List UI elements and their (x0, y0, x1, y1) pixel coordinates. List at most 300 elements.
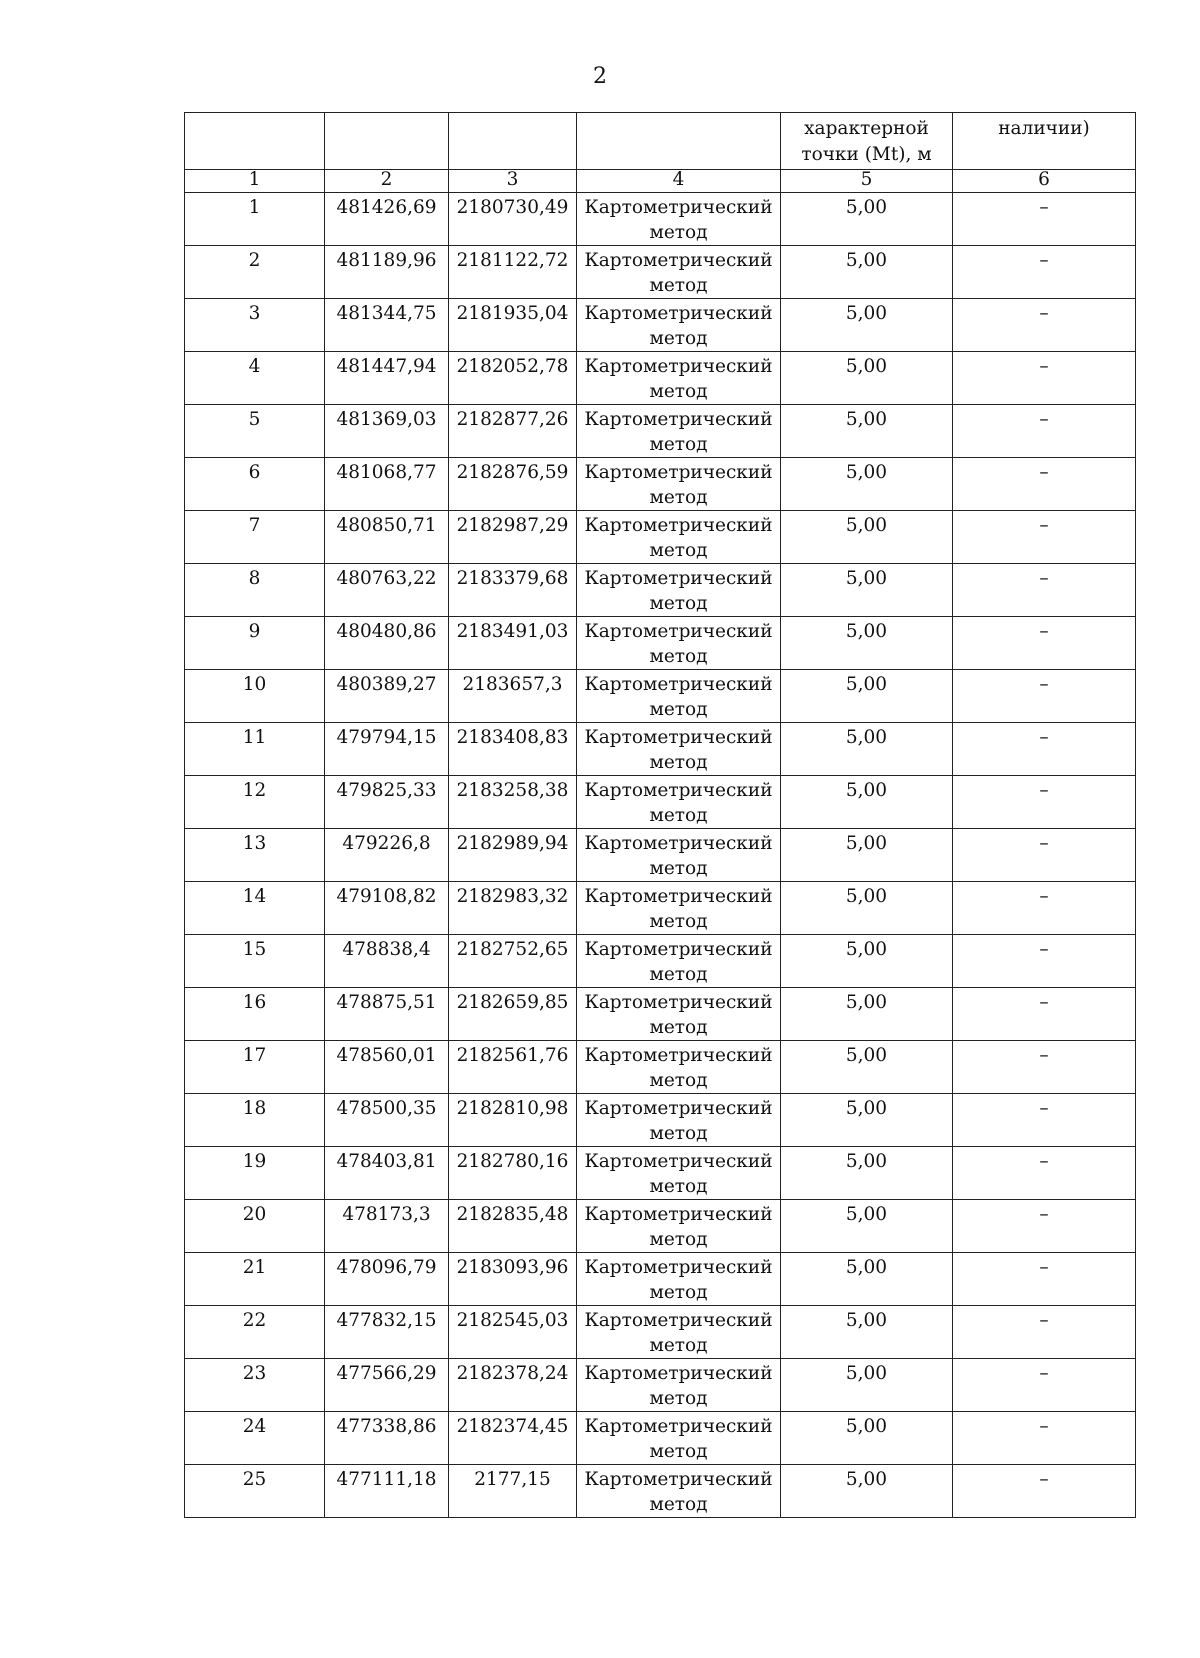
column-number-cell: 6 (953, 170, 1136, 193)
method-cell (577, 299, 781, 352)
cell-text: Картометрический метод (584, 886, 773, 932)
y-coordinate-cell (449, 617, 577, 670)
description-cell (953, 670, 1136, 723)
x-coordinate-cell (325, 776, 449, 829)
cell-text: – (1039, 303, 1049, 324)
cell-text: Картометрический метод (584, 1098, 773, 1144)
accuracy-cell (781, 935, 953, 988)
table-row (185, 1094, 1136, 1147)
x-coordinate-cell (325, 405, 449, 458)
cell-text: – (1039, 250, 1049, 271)
description-cell (953, 299, 1136, 352)
method-cell (577, 723, 781, 776)
cell-text: 2182752,65 (456, 939, 569, 960)
point-number-cell (185, 723, 325, 776)
cell-text: 5,00 (845, 1098, 888, 1119)
description-cell (953, 617, 1136, 670)
point-number-cell (185, 352, 325, 405)
cell-text: Картометрический метод (584, 727, 773, 773)
description-cell (953, 511, 1136, 564)
cell-text: Картометрический метод (584, 1045, 773, 1091)
cell-text: 478875,51 (336, 992, 437, 1013)
accuracy-cell (781, 670, 953, 723)
y-coordinate-cell (449, 1147, 577, 1200)
cell-text: Картометрический метод (584, 1204, 773, 1250)
x-coordinate-cell (325, 299, 449, 352)
accuracy-cell (781, 564, 953, 617)
cell-text: Картометрический метод (584, 992, 773, 1038)
cell-text: 2182780,16 (456, 1151, 569, 1172)
cell-text: 2182810,98 (456, 1098, 569, 1119)
cell-text: Картометрический метод (584, 939, 773, 985)
cell-text: 481426,69 (336, 197, 437, 218)
accuracy-cell (781, 1041, 953, 1094)
description-cell (953, 1041, 1136, 1094)
accuracy-cell (781, 776, 953, 829)
y-coordinate-cell (449, 405, 577, 458)
cell-text: 21 (242, 1257, 267, 1278)
cell-text: 481447,94 (336, 356, 437, 377)
x-coordinate-cell (325, 1359, 449, 1412)
table-row (185, 458, 1136, 511)
cell-text: 25 (242, 1469, 267, 1490)
x-coordinate-cell (325, 458, 449, 511)
y-coordinate-cell (449, 829, 577, 882)
description-cell (953, 882, 1136, 935)
point-number-cell (185, 1041, 325, 1094)
point-number-cell (185, 1200, 325, 1253)
table-row (185, 405, 1136, 458)
y-coordinate-cell (449, 564, 577, 617)
cell-text: 5,00 (845, 939, 888, 960)
cell-text: 19 (242, 1151, 267, 1172)
cell-text: 5,00 (845, 1045, 888, 1066)
cell-text: 4 (248, 356, 261, 377)
method-cell (577, 1147, 781, 1200)
y-coordinate-cell (449, 193, 577, 246)
cell-text: 481344,75 (336, 303, 437, 324)
cell-text: 2182877,26 (456, 409, 569, 430)
x-coordinate-cell (325, 246, 449, 299)
cell-text: 11 (242, 727, 267, 748)
y-coordinate-cell (449, 882, 577, 935)
point-number-cell (185, 458, 325, 511)
cell-text: Картометрический метод (584, 833, 773, 879)
x-coordinate-cell (325, 1465, 449, 1518)
cell-text: 5,00 (845, 1469, 888, 1490)
accuracy-cell (781, 458, 953, 511)
column-number-cell: 3 (449, 170, 577, 193)
x-coordinate-cell (325, 1094, 449, 1147)
cell-text: 2182987,29 (456, 515, 569, 536)
method-cell (577, 935, 781, 988)
accuracy-cell (781, 246, 953, 299)
cell-text: 2182374,45 (456, 1416, 569, 1437)
x-coordinate-cell (325, 193, 449, 246)
description-cell (953, 776, 1136, 829)
cell-text: – (1039, 1151, 1049, 1172)
table-row (185, 299, 1136, 352)
method-cell (577, 405, 781, 458)
cell-text: 2183379,68 (456, 568, 569, 589)
accuracy-cell (781, 1253, 953, 1306)
cell-text: Картометрический метод (584, 303, 773, 349)
y-coordinate-cell (449, 1200, 577, 1253)
cell-text: 480480,86 (336, 621, 437, 642)
cell-text: 478838,4 (342, 939, 431, 960)
table-row (185, 988, 1136, 1041)
header-cell (577, 113, 781, 170)
x-coordinate-cell (325, 829, 449, 882)
x-coordinate-cell (325, 1041, 449, 1094)
cell-text: 2183491,03 (456, 621, 569, 642)
cell-text: – (1039, 1204, 1049, 1225)
x-coordinate-cell (325, 1412, 449, 1465)
x-coordinate-cell (325, 564, 449, 617)
x-coordinate-cell (325, 882, 449, 935)
description-cell (953, 193, 1136, 246)
point-number-cell (185, 564, 325, 617)
cell-text: 20 (242, 1204, 267, 1225)
y-coordinate-cell (449, 988, 577, 1041)
description-cell (953, 1359, 1136, 1412)
accuracy-cell (781, 511, 953, 564)
cell-text: 481068,77 (336, 462, 437, 483)
y-coordinate-cell (449, 299, 577, 352)
x-coordinate-cell (325, 352, 449, 405)
accuracy-cell (781, 723, 953, 776)
point-number-cell (185, 988, 325, 1041)
point-number-cell (185, 829, 325, 882)
cell-text: Картометрический метод (584, 568, 773, 614)
cell-text: – (1039, 568, 1049, 589)
cell-text: 23 (242, 1363, 267, 1384)
method-cell (577, 1465, 781, 1518)
point-number-cell (185, 882, 325, 935)
cell-text: 480763,22 (336, 568, 437, 589)
point-number-cell (185, 246, 325, 299)
header-cell-text (325, 113, 448, 116)
cell-text: – (1039, 992, 1049, 1013)
y-coordinate-cell (449, 1253, 577, 1306)
cell-text: 5,00 (845, 674, 888, 695)
method-cell (577, 458, 781, 511)
description-cell (953, 1412, 1136, 1465)
cell-text: 5,00 (845, 833, 888, 854)
table-row (185, 352, 1136, 405)
header-cell (185, 113, 325, 170)
cell-text: 479794,15 (336, 727, 437, 748)
cell-text: Картометрический метод (584, 462, 773, 508)
point-number-cell (185, 193, 325, 246)
column-number-cell: 4 (577, 170, 781, 193)
cell-text: – (1039, 1416, 1049, 1437)
table-row (185, 1041, 1136, 1094)
y-coordinate-cell (449, 1094, 577, 1147)
header-cell-text (185, 113, 324, 116)
point-number-cell (185, 1465, 325, 1518)
x-coordinate-cell (325, 935, 449, 988)
description-cell (953, 723, 1136, 776)
cell-text: 479825,33 (336, 780, 437, 801)
method-cell (577, 511, 781, 564)
accuracy-cell (781, 829, 953, 882)
cell-text: 5,00 (845, 1416, 888, 1437)
cell-text: 2177,15 (474, 1469, 551, 1490)
cell-text: 481369,03 (336, 409, 437, 430)
method-cell (577, 1200, 781, 1253)
y-coordinate-cell (449, 776, 577, 829)
method-cell (577, 352, 781, 405)
method-cell (577, 1041, 781, 1094)
cell-text: 480389,27 (336, 674, 437, 695)
point-number-cell (185, 1094, 325, 1147)
cell-text: – (1039, 1257, 1049, 1278)
cell-text: 477338,86 (336, 1416, 437, 1437)
cell-text: 5,00 (845, 356, 888, 377)
cell-text: – (1039, 462, 1049, 483)
cell-text: 3 (248, 303, 261, 324)
cell-text: 479226,8 (342, 833, 431, 854)
description-cell (953, 246, 1136, 299)
method-cell (577, 617, 781, 670)
point-number-cell (185, 776, 325, 829)
method-cell (577, 1359, 781, 1412)
cell-text: – (1039, 1098, 1049, 1119)
cell-text: 5,00 (845, 886, 888, 907)
cell-text: 16 (242, 992, 267, 1013)
cell-text: 7 (248, 515, 261, 536)
description-cell (953, 1306, 1136, 1359)
table-row (185, 1412, 1136, 1465)
cell-text: 477111,18 (336, 1469, 437, 1490)
cell-text: 480850,71 (336, 515, 437, 536)
cell-text: 5,00 (845, 1363, 888, 1384)
cell-text: 2180730,49 (456, 197, 569, 218)
header-cell-text (449, 113, 576, 116)
cell-text: 2182983,32 (456, 886, 569, 907)
cell-text: Картометрический метод (584, 515, 773, 561)
accuracy-cell (781, 1306, 953, 1359)
cell-text: Картометрический метод (584, 621, 773, 667)
point-number-cell (185, 299, 325, 352)
cell-text: Картометрический метод (584, 1469, 773, 1515)
cell-text: 2182989,94 (456, 833, 569, 854)
cell-text: 18 (242, 1098, 267, 1119)
cell-text: 24 (242, 1416, 267, 1437)
cell-text: Картометрический метод (584, 356, 773, 402)
table-row (185, 776, 1136, 829)
y-coordinate-cell (449, 670, 577, 723)
cell-text: 477566,29 (336, 1363, 437, 1384)
header-cell (953, 113, 1136, 170)
cell-text: Картометрический метод (584, 250, 773, 296)
method-cell (577, 1412, 781, 1465)
table-row (185, 1253, 1136, 1306)
cell-text: 5,00 (845, 250, 888, 271)
description-cell (953, 1465, 1136, 1518)
point-number-cell (185, 1359, 325, 1412)
point-number-cell (185, 935, 325, 988)
cell-text: 2182561,76 (456, 1045, 569, 1066)
page-number: 2 (593, 64, 607, 89)
header-cell-text (577, 113, 780, 116)
table-row (185, 882, 1136, 935)
cell-text: 2 (248, 250, 261, 271)
cell-text: Картометрический метод (584, 1310, 773, 1356)
cell-text: Картометрический метод (584, 409, 773, 455)
coordinates-table-body (185, 113, 1136, 1518)
table-row (185, 670, 1136, 723)
cell-text: Картометрический метод (584, 197, 773, 243)
cell-text: – (1039, 515, 1049, 536)
description-cell (953, 988, 1136, 1041)
cell-text: 5,00 (845, 1151, 888, 1172)
accuracy-cell (781, 1147, 953, 1200)
description-cell (953, 1147, 1136, 1200)
cell-text: – (1039, 409, 1049, 430)
point-number-cell (185, 617, 325, 670)
cell-text: 5,00 (845, 515, 888, 536)
header-cell-text: наличии) (998, 118, 1090, 139)
column-number-cell: 2 (325, 170, 449, 193)
cell-text: 2182659,85 (456, 992, 569, 1013)
column-number-cell: 5 (781, 170, 953, 193)
accuracy-cell (781, 193, 953, 246)
accuracy-cell (781, 882, 953, 935)
method-cell (577, 988, 781, 1041)
cell-text: 6 (248, 462, 261, 483)
method-cell (577, 882, 781, 935)
cell-text: 10 (242, 674, 267, 695)
method-cell (577, 564, 781, 617)
description-cell (953, 829, 1136, 882)
cell-text: – (1039, 780, 1049, 801)
cell-text: 5,00 (845, 992, 888, 1013)
description-cell (953, 564, 1136, 617)
accuracy-cell (781, 1412, 953, 1465)
table-row (185, 564, 1136, 617)
cell-text: – (1039, 1310, 1049, 1331)
cell-text: Картометрический метод (584, 780, 773, 826)
table-row (185, 1359, 1136, 1412)
cell-text: – (1039, 1045, 1049, 1066)
cell-text: 13 (242, 833, 267, 854)
x-coordinate-cell (325, 617, 449, 670)
point-number-cell (185, 1412, 325, 1465)
accuracy-cell (781, 617, 953, 670)
y-coordinate-cell (449, 352, 577, 405)
point-number-cell (185, 1253, 325, 1306)
x-coordinate-cell (325, 670, 449, 723)
cell-text: 2183093,96 (456, 1257, 569, 1278)
x-coordinate-cell (325, 1306, 449, 1359)
table-row (185, 511, 1136, 564)
cell-text: Картометрический метод (584, 1416, 773, 1462)
column-number-cell: 1 (185, 170, 325, 193)
cell-text: 5,00 (845, 303, 888, 324)
accuracy-cell (781, 1359, 953, 1412)
cell-text: – (1039, 674, 1049, 695)
y-coordinate-cell (449, 246, 577, 299)
header-cell-text: характерной точки (Mt), м (801, 118, 932, 165)
cell-text: Картометрический метод (584, 1257, 773, 1303)
y-coordinate-cell (449, 1412, 577, 1465)
cell-text: 481189,96 (336, 250, 437, 271)
cell-text: 478173,3 (342, 1204, 431, 1225)
point-number-cell (185, 1147, 325, 1200)
cell-text: – (1039, 833, 1049, 854)
cell-text: 2182378,24 (456, 1363, 569, 1384)
header-cell (325, 113, 449, 170)
cell-text: 2183657,3 (462, 674, 563, 695)
method-cell (577, 776, 781, 829)
cell-text: 5,00 (845, 1204, 888, 1225)
header-cell (781, 113, 953, 170)
header-cell (449, 113, 577, 170)
table-row (185, 1306, 1136, 1359)
y-coordinate-cell (449, 458, 577, 511)
cell-text: 2182545,03 (456, 1310, 569, 1331)
point-number-cell (185, 405, 325, 458)
cell-text: 17 (242, 1045, 267, 1066)
cell-text: 5,00 (845, 621, 888, 642)
cell-text: – (1039, 939, 1049, 960)
description-cell (953, 352, 1136, 405)
cell-text: 5,00 (845, 1310, 888, 1331)
table-row (185, 193, 1136, 246)
cell-text: 477832,15 (336, 1310, 437, 1331)
accuracy-cell (781, 299, 953, 352)
cell-text: – (1039, 1469, 1049, 1490)
cell-text: 2183408,83 (456, 727, 569, 748)
cell-text: 5,00 (845, 727, 888, 748)
method-cell (577, 246, 781, 299)
y-coordinate-cell (449, 511, 577, 564)
y-coordinate-cell (449, 1465, 577, 1518)
accuracy-cell (781, 405, 953, 458)
x-coordinate-cell (325, 988, 449, 1041)
accuracy-cell (781, 352, 953, 405)
table-row (185, 723, 1136, 776)
cell-text: – (1039, 727, 1049, 748)
y-coordinate-cell (449, 1041, 577, 1094)
cell-text: 15 (242, 939, 267, 960)
method-cell (577, 1094, 781, 1147)
cell-text: 5,00 (845, 1257, 888, 1278)
cell-text: 9 (248, 621, 261, 642)
table-row (185, 935, 1136, 988)
cell-text: 8 (248, 568, 261, 589)
method-cell (577, 670, 781, 723)
accuracy-cell (781, 988, 953, 1041)
cell-text: 5,00 (845, 780, 888, 801)
cell-text: 2181935,04 (456, 303, 569, 324)
description-cell (953, 405, 1136, 458)
accuracy-cell (781, 1200, 953, 1253)
cell-text: 5,00 (845, 462, 888, 483)
cell-text: – (1039, 1363, 1049, 1384)
cell-text: 2182052,78 (456, 356, 569, 377)
cell-text: 12 (242, 780, 267, 801)
description-cell (953, 1200, 1136, 1253)
coordinates-table (184, 112, 1136, 1518)
x-coordinate-cell (325, 1253, 449, 1306)
cell-text: 14 (242, 886, 267, 907)
cell-text: 478096,79 (336, 1257, 437, 1278)
point-number-cell (185, 670, 325, 723)
cell-text: 5 (248, 409, 261, 430)
